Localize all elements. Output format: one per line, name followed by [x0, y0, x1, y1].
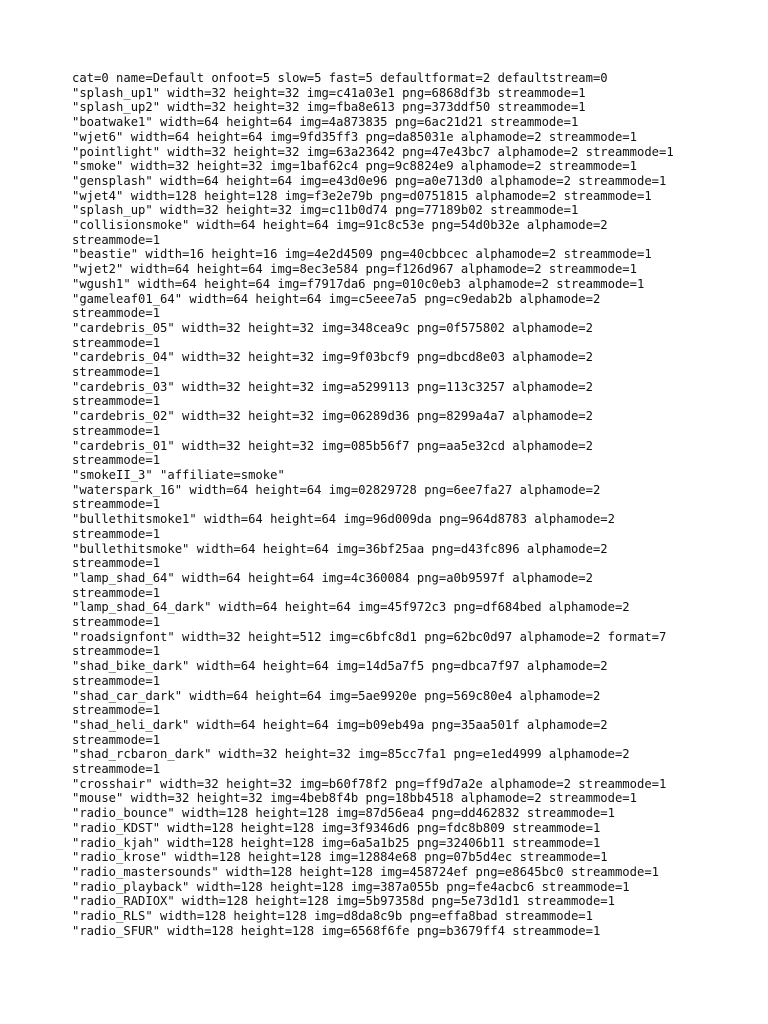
- document-line: "shad_rcbaron_dark" width=32 height=32 img=85cc7fa1 png=e1ed4999 alphamode=2: [72, 747, 630, 762]
- document-line: "radio_kjah" width=128 height=128 img=6a5a1b25 png=32406b11 streammode=1: [72, 835, 601, 850]
- document-line: "splash_up2" width=32 height=32 img=fba8e613 png=373ddf50 streammode=1: [72, 100, 586, 115]
- document-line: streammode=1: [72, 453, 161, 468]
- document-line: "bullethitsmoke1" width=64 height=64 img=96d009da png=964d8783 alphamode=2: [72, 512, 615, 527]
- document-text-block: [72, 71, 762, 938]
- document-line: streammode=1: [72, 497, 161, 512]
- document-line: streammode=1: [72, 615, 161, 630]
- document-line: "waterspark_16" width=64 height=64 img=02829728 png=6ee7fa27 alphamode=2: [72, 482, 601, 497]
- document-line: "cardebris_03" width=32 height=32 img=a5299113 png=113c3257 alphamode=2: [72, 379, 593, 394]
- document-line: "radio_playback" width=128 height=128 img=387a055b png=fe4acbc6 streammode=1: [72, 879, 630, 894]
- document-line: "gameleaf01_64" width=64 height=64 img=c5eee7a5 png=c9edab2b alphamode=2: [72, 291, 601, 306]
- document-line: "cardebris_04" width=32 height=32 img=9f03bcf9 png=dbcd8e03 alphamode=2: [72, 350, 593, 365]
- document-line: streammode=1: [72, 732, 161, 747]
- document-line: "splash_up" width=32 height=32 img=c11b0d74 png=77189b02 streammode=1: [72, 203, 579, 218]
- document-line: "mouse" width=32 height=32 img=4beb8f4b png=18bb4518 alphamode=2 streammode=1: [72, 791, 637, 806]
- document-line: "cardebris_05" width=32 height=32 img=348cea9c png=0f575802 alphamode=2: [72, 320, 593, 335]
- document-line: streammode=1: [72, 673, 161, 688]
- document-line: streammode=1: [72, 556, 161, 571]
- document-line: streammode=1: [72, 394, 161, 409]
- document-line: "shad_bike_dark" width=64 height=64 img=14d5a7f5 png=dbca7f97 alphamode=2: [72, 659, 608, 674]
- document-line: "lamp_shad_64" width=64 height=64 img=4c360084 png=a0b9597f alphamode=2: [72, 570, 593, 585]
- document-line: "gensplash" width=64 height=64 img=e43d0e96 png=a0e713d0 alphamode=2 streammode=1: [72, 173, 667, 188]
- document-line: streammode=1: [72, 306, 161, 321]
- document-line: "pointlight" width=32 height=32 img=63a23642 png=47e43bc7 alphamode=2 streammode=1: [72, 144, 674, 159]
- document-line: "roadsignfont" width=32 height=512 img=c6bfc8d1 png=62bc0d97 alphamode=2 format=7: [72, 629, 667, 644]
- document-line: streammode=1: [72, 423, 161, 438]
- document-line: "beastie" width=16 height=16 img=4e2d4509 png=40cbbcec alphamode=2 streammode=1: [72, 247, 652, 262]
- document-line: streammode=1: [72, 644, 161, 659]
- document-line: "radio_KDST" width=128 height=128 img=3f9346d6 png=fdc8b809 streammode=1: [72, 820, 601, 835]
- document-line: streammode=1: [72, 762, 161, 777]
- document-line: "wjet2" width=64 height=64 img=8ec3e584 png=f126d967 alphamode=2 streammode=1: [72, 262, 637, 277]
- document-line: "wgush1" width=64 height=64 img=f7917da6 png=010c0eb3 alphamode=2 streammode=1: [72, 276, 645, 291]
- document-line: streammode=1: [72, 703, 161, 718]
- document-line: "shad_car_dark" width=64 height=64 img=5ae9920e png=569c80e4 alphamode=2: [72, 688, 601, 703]
- document-line: "boatwake1" width=64 height=64 img=4a873835 png=6ac21d21 streammode=1: [72, 115, 579, 130]
- document-line: "lamp_shad_64_dark" width=64 height=64 img=45f972c3 png=df684bed alphamode=2: [72, 600, 630, 615]
- document-line: streammode=1: [72, 365, 161, 380]
- document-line: "radio_SFUR" width=128 height=128 img=6568f6fe png=b3679ff4 streammode=1: [72, 923, 601, 938]
- document-line: "wjet4" width=128 height=128 img=f3e2e79b png=d0751815 alphamode=2 streammode=1: [72, 188, 652, 203]
- document-line: cat=0 name=Default onfoot=5 slow=5 fast=5 defaultformat=2 defaultstream=0: [72, 71, 608, 85]
- document-line: "crosshair" width=32 height=32 img=b60f78f2 png=ff9d7a2e alphamode=2 streammode=1: [72, 776, 667, 791]
- document-line: "collisionsmoke" width=64 height=64 img=91c8c53e png=54d0b32e alphamode=2: [72, 218, 608, 233]
- document-line: "radio_RADIOX" width=128 height=128 img=5b97358d png=5e73d1d1 streammode=1: [72, 894, 615, 909]
- document-line: "radio_mastersounds" width=128 height=128 img=458724ef png=e8645bc0 streammode=1: [72, 864, 659, 879]
- document-line: streammode=1: [72, 585, 161, 600]
- document-line: "cardebris_01" width=32 height=32 img=085b56f7 png=aa5e32cd alphamode=2: [72, 438, 593, 453]
- document-line: "splash_up1" width=32 height=32 img=c41a03e1 png=6868df3b streammode=1: [72, 85, 586, 100]
- document-line: "smoke" width=32 height=32 img=1baf62c4 png=9c8824e9 alphamode=2 streammode=1: [72, 159, 637, 174]
- document-line: streammode=1: [72, 232, 161, 247]
- document-line: "smokeII_3" "affiliate=smoke": [72, 467, 285, 482]
- document-line: "radio_RLS" width=128 height=128 img=d8da8c9b png=effa8bad streammode=1: [72, 909, 593, 924]
- document-line: streammode=1: [72, 526, 161, 541]
- document-line: "wjet6" width=64 height=64 img=9fd35ff3 png=da85031e alphamode=2 streammode=1: [72, 129, 637, 144]
- document-line: "radio_bounce" width=128 height=128 img=87d56ea4 png=dd462832 streammode=1: [72, 806, 615, 821]
- document-line: streammode=1: [72, 335, 161, 350]
- document-line: "radio_krose" width=128 height=128 img=12884e68 png=07b5d4ec streammode=1: [72, 850, 608, 865]
- document-line: "cardebris_02" width=32 height=32 img=06289d36 png=8299a4a7 alphamode=2: [72, 409, 593, 424]
- document-line: "bullethitsmoke" width=64 height=64 img=36bf25aa png=d43fc896 alphamode=2: [72, 541, 608, 556]
- document-line: "shad_heli_dark" width=64 height=64 img=b09eb49a png=35aa501f alphamode=2: [72, 717, 608, 732]
